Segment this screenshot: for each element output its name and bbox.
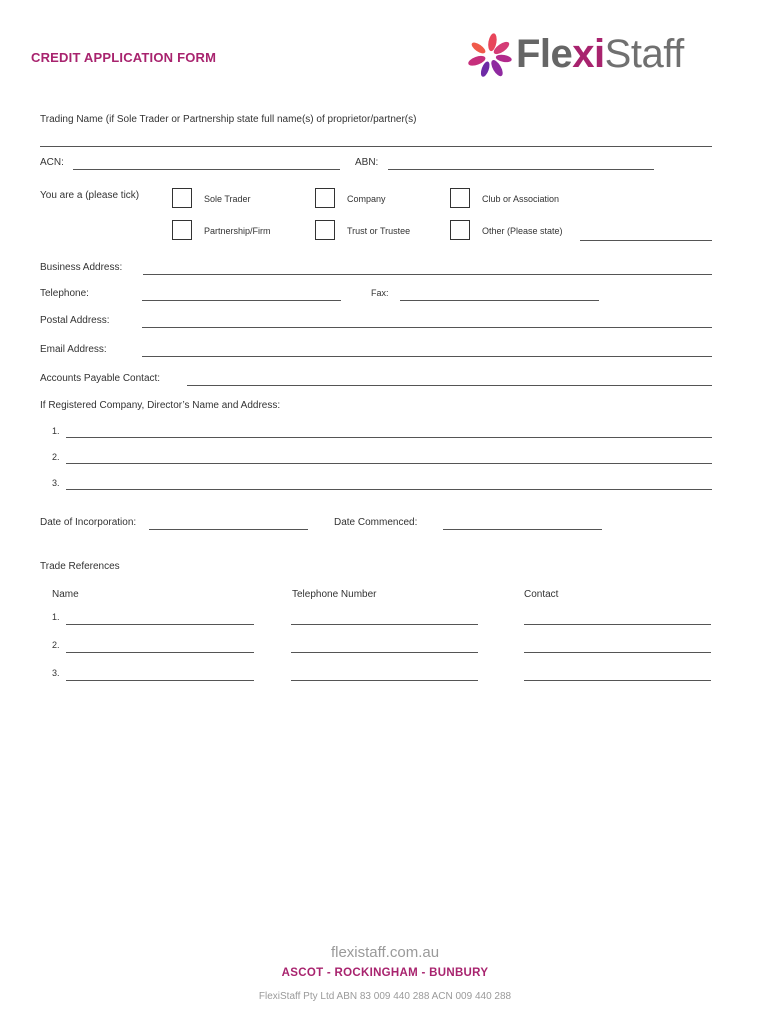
trading-name-label: Trading Name (if Sole Trader or Partnership state full name(s) of proprietor/partner(s) bbox=[40, 114, 417, 125]
ref-1-name-field[interactable] bbox=[66, 624, 254, 625]
ref-number: 1. bbox=[52, 612, 60, 622]
email-field[interactable] bbox=[142, 356, 712, 357]
partnership-checkbox[interactable] bbox=[172, 220, 192, 240]
email-label: Email Address: bbox=[40, 344, 107, 355]
flexistaff-logo bbox=[462, 30, 742, 82]
directors-label: If Registered Company, Director’s Name and Address: bbox=[40, 400, 281, 411]
director-2-field[interactable] bbox=[66, 463, 712, 464]
ref-number: 3. bbox=[52, 668, 60, 678]
director-3-field[interactable] bbox=[66, 489, 712, 490]
ref-column-telephone: Telephone Number bbox=[292, 589, 377, 600]
ref-2-contact-field[interactable] bbox=[524, 652, 711, 653]
director-number: 1. bbox=[52, 426, 60, 436]
ref-3-name-field[interactable] bbox=[66, 680, 254, 681]
acn-label: ACN: bbox=[40, 157, 64, 168]
postal-address-field[interactable] bbox=[142, 327, 712, 328]
ref-column-contact: Contact bbox=[524, 589, 559, 600]
entity-type-label: You are a (please tick) bbox=[40, 190, 140, 201]
business-address-label: Business Address: bbox=[40, 262, 123, 273]
trust-label: Trust or Trustee bbox=[347, 226, 411, 236]
flower-logo-icon bbox=[462, 30, 514, 82]
club-association-label: Club or Association bbox=[482, 194, 560, 204]
abn-label: ABN: bbox=[355, 157, 379, 168]
telephone-field[interactable] bbox=[142, 300, 341, 301]
fax-field[interactable] bbox=[400, 300, 599, 301]
trade-references-label: Trade References bbox=[40, 561, 120, 572]
other-label: Other (Please state) bbox=[482, 226, 563, 236]
director-number: 3. bbox=[52, 478, 60, 488]
ref-3-contact-field[interactable] bbox=[524, 680, 711, 681]
ref-number: 2. bbox=[52, 640, 60, 650]
form-title: CREDIT APPLICATION FORM bbox=[31, 50, 217, 65]
abn-field[interactable] bbox=[388, 169, 654, 170]
incorporation-date-field[interactable] bbox=[149, 529, 308, 530]
ref-column-name: Name bbox=[52, 589, 79, 600]
sole-trader-label: Sole Trader bbox=[204, 194, 251, 204]
trust-checkbox[interactable] bbox=[315, 220, 335, 240]
ref-3-telephone-field[interactable] bbox=[291, 680, 478, 681]
other-specify-field[interactable] bbox=[580, 240, 712, 241]
ap-contact-field[interactable] bbox=[187, 385, 712, 386]
other-checkbox[interactable] bbox=[450, 220, 470, 240]
company-checkbox[interactable] bbox=[315, 188, 335, 208]
postal-address-label: Postal Address: bbox=[40, 315, 110, 326]
telephone-label: Telephone: bbox=[40, 288, 89, 299]
footer-website: flexistaff.com.au bbox=[330, 944, 440, 961]
commenced-date-label: Date Commenced: bbox=[334, 517, 418, 528]
ref-2-name-field[interactable] bbox=[66, 652, 254, 653]
business-address-field[interactable] bbox=[143, 274, 712, 275]
fax-label: Fax: bbox=[371, 288, 389, 298]
acn-field[interactable] bbox=[73, 169, 340, 170]
director-number: 2. bbox=[52, 452, 60, 462]
footer-locations: ASCOT - ROCKINGHAM - BUNBURY bbox=[281, 967, 489, 979]
ref-1-telephone-field[interactable] bbox=[291, 624, 478, 625]
company-label: Company bbox=[347, 194, 386, 204]
footer-legal: FlexiStaff Pty Ltd ABN 83 009 440 288 ACN 009 440 288 bbox=[258, 991, 512, 1002]
ap-contact-label: Accounts Payable Contact: bbox=[40, 373, 161, 384]
incorporation-date-label: Date of Incorporation: bbox=[40, 517, 137, 528]
ref-1-contact-field[interactable] bbox=[524, 624, 711, 625]
ref-2-telephone-field[interactable] bbox=[291, 652, 478, 653]
sole-trader-checkbox[interactable] bbox=[172, 188, 192, 208]
director-1-field[interactable] bbox=[66, 437, 712, 438]
logo-wordmark: FlexiStaff bbox=[516, 32, 684, 76]
partnership-label: Partnership/Firm bbox=[204, 226, 271, 236]
club-association-checkbox[interactable] bbox=[450, 188, 470, 208]
commenced-date-field[interactable] bbox=[443, 529, 602, 530]
trading-name-field[interactable] bbox=[40, 146, 712, 147]
